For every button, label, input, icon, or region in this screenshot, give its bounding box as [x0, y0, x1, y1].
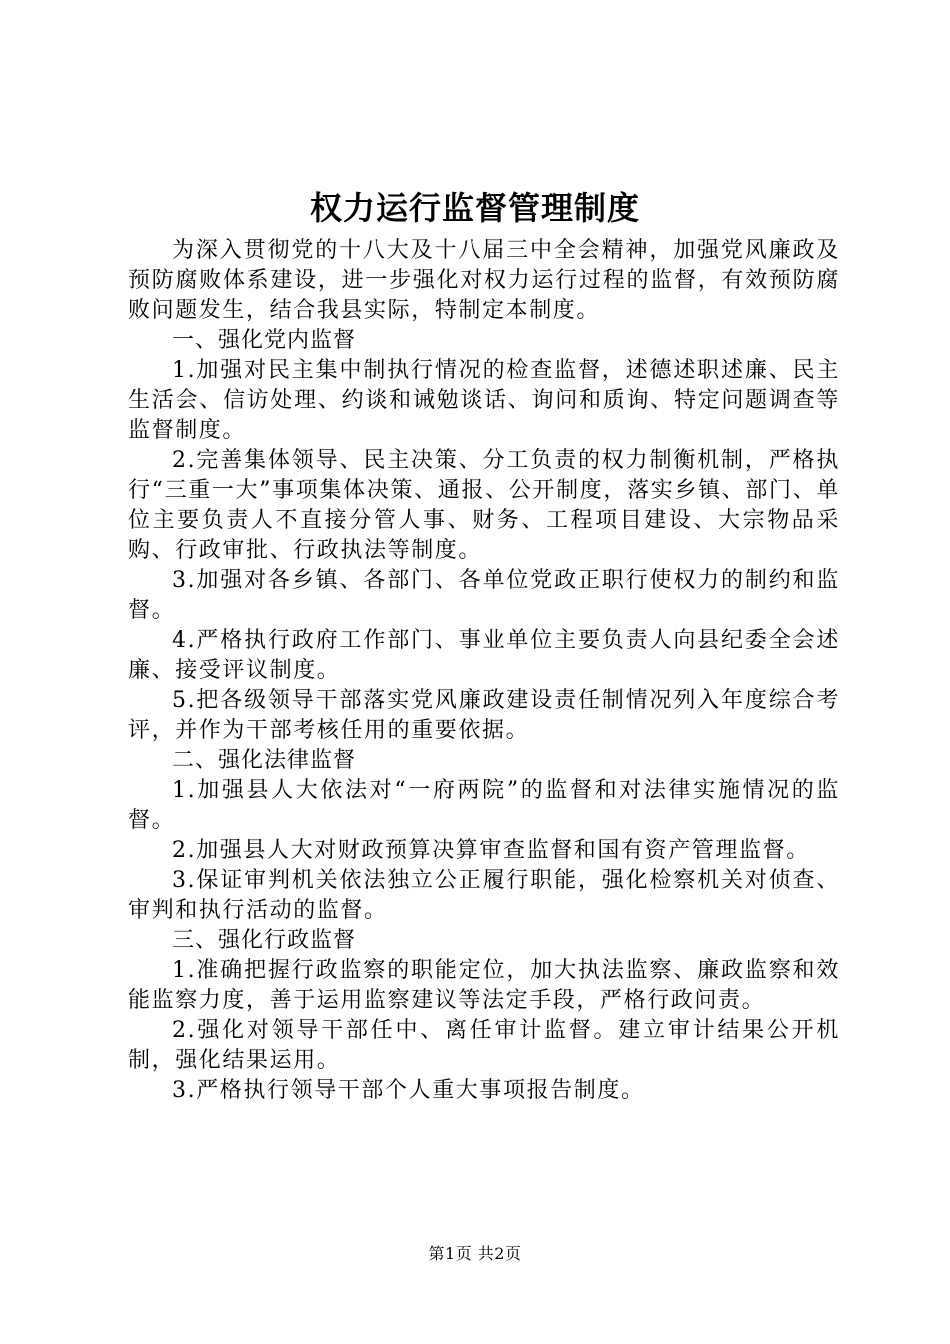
section-item: 4.严格执行政府工作部门、事业单位主要负责人向县纪委全会述廉、接受评议制度。 — [128, 628, 840, 683]
section-item: 2.完善集体领导、民主决策、分工负责的权力制衡机制，严格执行“三重一大”事项集体决策、通报、公开制度，落实乡镇、部门、单位主要负责人不直接分管人事、财务、工程项目建设、大宗物品采购、行政审批、行政执法等制度。 — [128, 448, 840, 563]
section-item: 1.准确把握行政监察的职能定位，加大执法监察、廉政监察和效能监察力度，善于运用监察建议等法定手段，严格行政问责。 — [128, 958, 840, 1013]
section-item: 3.严格执行领导干部个人重大事项报告制度。 — [172, 1078, 645, 1103]
page-number-footer: 第1页 共2页 — [428, 1244, 522, 1263]
section-heading: 二、强化法律监督 — [172, 748, 357, 773]
document-body — [128, 236, 840, 1106]
section-item: 2.强化对领导干部任中、离任审计监督。建立审计结果公开机制，强化结果运用。 — [128, 1018, 840, 1073]
section-heading: 一、强化党内监督 — [172, 328, 357, 353]
section-item: 1.加强对民主集中制执行情况的检查监督，述德述职述廉、民主生活会、信访处理、约谈和诫勉谈话、询问和质询、特定问题调查等监督制度。 — [128, 358, 840, 443]
intro-paragraph: 为深入贯彻党的十八大及十八届三中全会精神，加强党风廉政及预防腐败体系建设，进一步强化对权力运行过程的监督，有效预防腐败问题发生，结合我县实际，特制定本制度。 — [128, 238, 840, 323]
section-item: 2.加强县人大对财政预算决算审查监督和国有资产管理监督。 — [172, 838, 810, 863]
section-item: 3.加强对各乡镇、各部门、各单位党政正职行使权力的制约和监督。 — [128, 568, 840, 623]
section-item: 1.加强县人大依法对“一府两院”的监督和对法律实施情况的监督。 — [128, 778, 840, 833]
section-item: 5.把各级领导干部落实党风廉政建设责任制情况列入年度综合考评，并作为干部考核任用的重要依据。 — [128, 688, 840, 743]
section-heading: 三、强化行政监督 — [172, 928, 357, 953]
document-title: 权力运行监督管理制度 — [309, 189, 640, 227]
section-item: 3.保证审判机关依法独立公正履行职能，强化检察机关对侦查、审判和执行活动的监督。 — [128, 868, 840, 923]
